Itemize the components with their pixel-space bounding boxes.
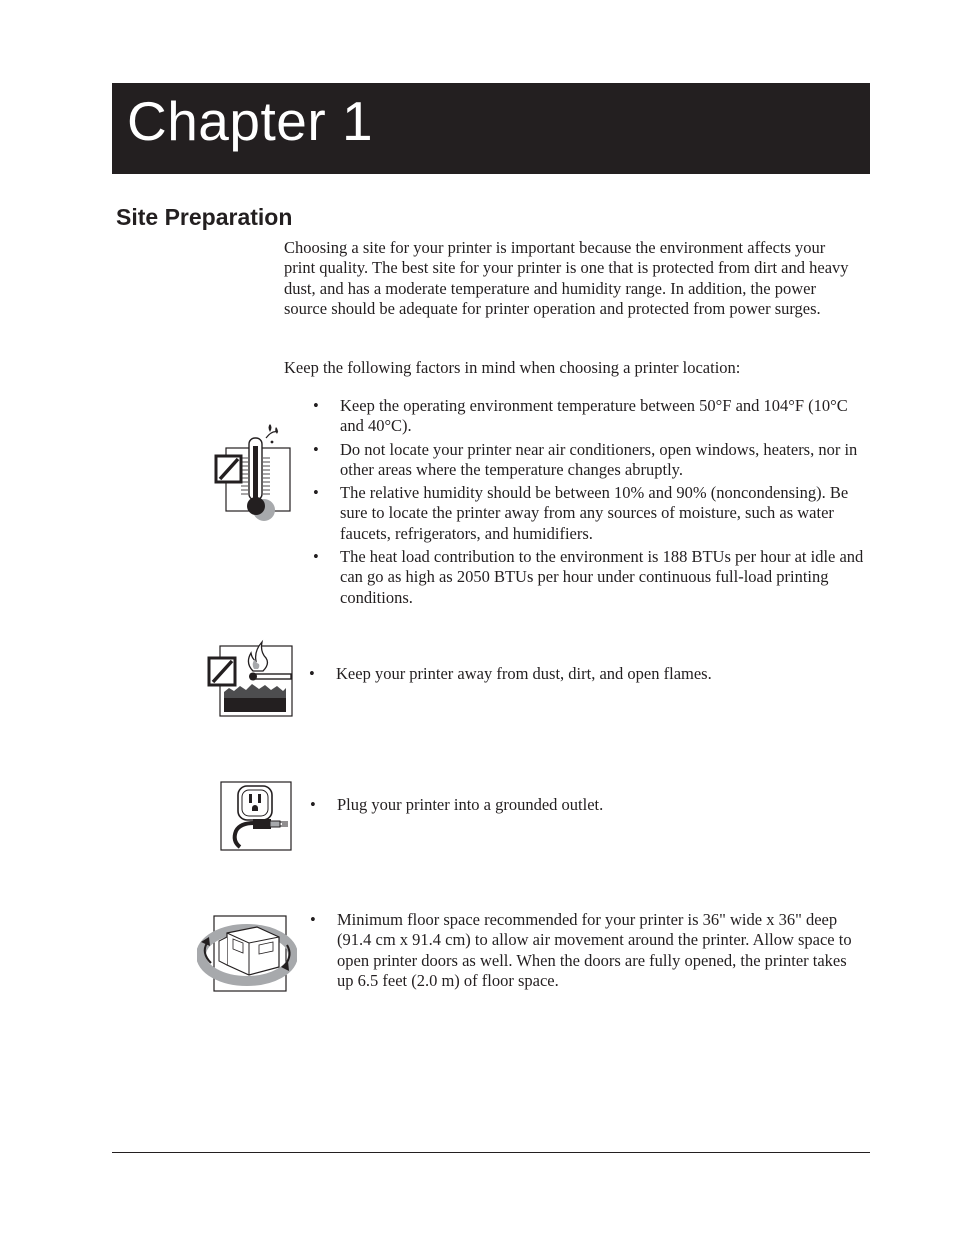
bullet-marker: • <box>310 910 316 929</box>
space-bullet-list <box>310 910 862 991</box>
bullet-marker: • <box>310 795 316 814</box>
list-item <box>309 664 861 684</box>
list-item <box>313 547 865 608</box>
list-item <box>313 483 865 544</box>
list-item-text: Keep the operating environment temperature between 50°F and 104°F (10°C and 40°C). <box>340 396 848 436</box>
thermometer-no-icon <box>214 424 294 522</box>
list-item-text: Minimum floor space recommended for your printer is 36" wide x 36" deep (91.4 cm x 91.4 cm) to allow air movement around the printer. Allow space to open printer doors as well. When the doors are fully opened, the printer takes up 6.5 feet (2.0 m) of floor space. <box>337 910 852 990</box>
floor-space-icon <box>197 915 297 993</box>
list-item-text: Keep your printer away from dust, dirt, and open flames. <box>336 664 712 683</box>
bullet-marker: • <box>309 664 315 683</box>
list-item-text: The heat load contribution to the environment is 188 BTUs per hour at idle and can go as high as 2050 BTUs per hour under continuous full-load printing conditions. <box>340 547 864 607</box>
bullet-marker: • <box>313 396 319 415</box>
dust-flame-no-icon <box>207 634 297 718</box>
footer-divider <box>112 1152 870 1153</box>
list-item-text: Plug your printer into a grounded outlet. <box>337 795 604 814</box>
list-item-text: Do not locate your printer near air conditioners, open windows, heaters, nor in other areas where the temperature changes abruptly. <box>340 439 858 479</box>
intro-paragraph: Choosing a site for your printer is important because the environment affects your print quality. The best site for your printer is one that is protected from dirt and heavy dust, and has a moderate temperature and humidity range. In addition, the power source should be adequate for printer operation and protected from power surges. <box>284 238 849 318</box>
grounded-outlet-icon <box>220 781 292 851</box>
list-item <box>310 910 862 991</box>
list-item <box>310 795 862 815</box>
list-item-text: The relative humidity should be between 10% and 90% (noncondensing). Be sure to locate the printer away from any sources of moisture, such as water faucets, refrigerators, and humidifiers. <box>340 483 849 543</box>
lead-in-paragraph: Keep the following factors in mind when choosing a printer location: <box>284 358 741 377</box>
list-item <box>313 396 865 437</box>
bullet-marker: • <box>313 439 319 459</box>
temperature-bullet-list <box>313 396 865 608</box>
bullet-marker: • <box>313 483 319 503</box>
dust-bullet-list <box>309 664 861 684</box>
section-heading: Site Preparation <box>116 204 293 230</box>
chapter-title: Chapter 1 <box>127 90 374 152</box>
chapter-header-bar <box>112 83 870 174</box>
bullet-marker: • <box>313 547 319 567</box>
list-item <box>313 440 865 481</box>
power-bullet-list <box>310 795 862 815</box>
